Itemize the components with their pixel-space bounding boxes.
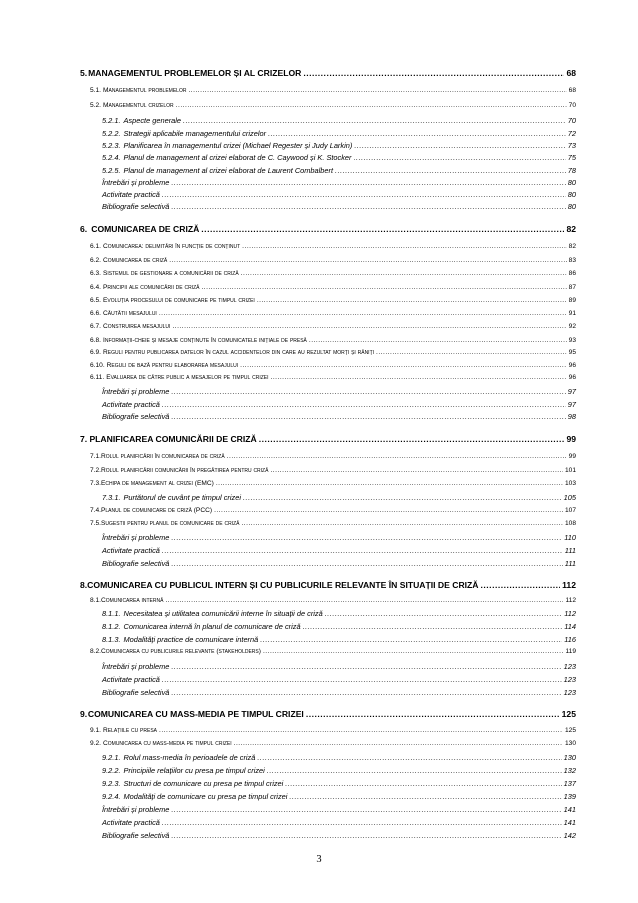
toc-entry-title: Rolul mass-media în perioadele de criză [123, 753, 256, 762]
toc-entry[interactable] [102, 129, 576, 138]
toc-entry[interactable] [90, 284, 576, 291]
toc-entry[interactable] [102, 387, 576, 396]
dot-leader [257, 753, 561, 762]
dot-leader [241, 270, 567, 277]
toc-entry[interactable] [80, 709, 576, 719]
toc-entry-title: Comunicarea internă [101, 597, 164, 604]
toc-entry-page: 101 [564, 467, 576, 474]
dot-leader [303, 622, 563, 631]
toc-entry-page: 110 [564, 533, 576, 542]
toc-entry-number: 9.2.1. [102, 753, 121, 762]
toc-entry-number: 5.2.3. [102, 141, 121, 150]
toc-entry[interactable] [80, 224, 576, 234]
dot-leader [171, 387, 565, 396]
toc-entry[interactable] [90, 87, 576, 94]
toc-entry[interactable] [102, 831, 576, 840]
toc-entry[interactable] [90, 648, 576, 655]
toc-entry[interactable] [102, 635, 576, 644]
toc-entry-number: 5.2. [90, 102, 101, 109]
toc-entry-title: Căutătii mesajului [103, 310, 157, 317]
dot-leader [159, 727, 563, 734]
dot-leader [201, 284, 566, 291]
toc-entry[interactable] [102, 622, 576, 631]
dot-leader [216, 480, 563, 487]
toc-entry-title: Activitate practică [102, 818, 160, 827]
toc-entry-page: 132 [563, 766, 576, 775]
toc-entry-number: 6.4. [90, 284, 101, 291]
toc-entry-title: Comunicarea internă în planul de comunicare de criză [123, 622, 301, 631]
dot-leader [270, 467, 563, 474]
toc-entry-page: 80 [567, 190, 576, 199]
toc-entry-number: 7.3. [90, 480, 101, 487]
toc-entry-number: 6.11. [90, 374, 105, 381]
toc-entry-number: 9.1. [90, 727, 101, 734]
toc-entry[interactable] [102, 609, 576, 618]
toc-entry-number: 7.5. [90, 520, 101, 527]
toc-entry[interactable] [102, 202, 576, 211]
toc-entry-number: 6.5. [90, 297, 101, 304]
dot-leader [481, 580, 561, 590]
toc-entry-page: 89 [568, 297, 576, 304]
toc-entry-title: PLANIFICAREA COMUNICĂRII DE CRIZĂ [89, 434, 257, 444]
toc-entry[interactable] [90, 102, 576, 109]
toc-entry-number: 5.2.2. [102, 129, 121, 138]
toc-entry-title: Sistemul de gestionare a comunicării de criză [103, 270, 239, 277]
toc-entry[interactable] [102, 688, 576, 697]
dot-leader [285, 779, 561, 788]
toc-entry-page: 139 [563, 792, 576, 801]
toc-entry-title: Informații-cheie și mesaje conținute în comunicatele inițiale de presă [103, 337, 307, 344]
dot-leader [325, 609, 562, 618]
toc-entry-page: 96 [568, 362, 576, 369]
dot-leader [376, 349, 567, 356]
dot-leader [162, 400, 566, 409]
toc-entry-number: 6.1. [90, 243, 101, 250]
toc-entry[interactable] [90, 374, 576, 381]
toc-entry-title: Rolul planificării în comunicarea de criză [101, 453, 225, 460]
toc-entry-number: 5.1. [90, 87, 101, 94]
toc-entry[interactable] [102, 493, 576, 502]
dot-leader [162, 190, 566, 199]
toc-entry-number: 5.2.4. [102, 153, 121, 162]
toc-entry-title: Principii ale comunicării de criză [103, 284, 200, 291]
toc-entry-title: Managementul problemelor [103, 87, 187, 94]
toc-entry-page: 116 [564, 635, 576, 644]
toc-entry-page: 91 [568, 310, 576, 317]
toc-entry-title: Planul de management al crizei elaborat de Laurent Combalbert [123, 166, 334, 175]
toc-entry-page: 96 [568, 374, 576, 381]
toc-entry[interactable] [102, 792, 576, 801]
toc-entry[interactable] [102, 662, 576, 671]
toc-entry-title: Aspecte generale [123, 116, 182, 125]
toc-entry-title: Reguli pentru publicarea datelor în cazul accidentelor din care au rezultat morți și răniți [103, 349, 375, 356]
toc-entry-title: Strategii aplicabile managementului crizelor [123, 129, 267, 138]
toc-entry-page: 123 [563, 662, 576, 671]
toc-entry-title: Comunicarea de criză [103, 257, 168, 264]
toc-entry[interactable] [90, 453, 576, 460]
toc-entry-title: Echipa de management al crizei (EMC) [101, 480, 214, 487]
toc-entry-title: Bibliografie selectivă [102, 831, 170, 840]
toc-entry-title: Întrebări și probleme [102, 387, 170, 396]
toc-entry-page: 83 [568, 257, 576, 264]
toc-entry-number: 6.8. [90, 337, 101, 344]
toc-entry[interactable] [80, 434, 576, 444]
toc-entry-page: 98 [567, 412, 576, 421]
dot-leader [183, 116, 566, 125]
toc-entry-title: Comunicarea cu publicurile relevante (stakeholders) [101, 648, 261, 655]
toc-entry-number: 9.2.2. [102, 766, 121, 775]
toc-entry-page: 142 [563, 831, 576, 840]
dot-leader [165, 597, 563, 604]
toc-entry-page: 111 [564, 559, 576, 568]
dot-leader [171, 412, 565, 421]
dot-leader [243, 493, 562, 502]
toc-entry-title: Modalități de comunicare cu presa pe timpul crizei [123, 792, 288, 801]
toc-entry-page: 123 [563, 688, 576, 697]
toc-entry[interactable] [102, 166, 576, 175]
toc-entry-page: 112 [564, 609, 576, 618]
toc-entry-page: 68 [566, 68, 576, 78]
toc-entry[interactable] [90, 323, 576, 330]
toc-entry-title: Purtătorul de cuvânt pe timpul crizei [123, 493, 241, 502]
toc-entry-number: 9. [80, 709, 88, 719]
toc-entry-page: 105 [563, 493, 576, 502]
toc-entry-title: Evoluția procesului de comunicare pe timpul crizei [103, 297, 255, 304]
toc-entry-title: Întrebări și probleme [102, 178, 170, 187]
dot-leader [335, 166, 566, 175]
dot-leader [268, 129, 566, 138]
toc-entry-page: 70 [568, 102, 576, 109]
toc-entry-number: 8.1.3. [102, 635, 121, 644]
toc-entry-title: Planul de management al crizei elaborat de C. Caywood și K. Stocker [123, 153, 352, 162]
toc-entry-number: 8.2. [90, 648, 101, 655]
dot-leader [162, 675, 562, 684]
toc-entry-page: 97 [567, 400, 576, 409]
dot-leader [259, 434, 565, 444]
dot-leader [162, 818, 562, 827]
toc-entry-page: 141 [563, 818, 576, 827]
dot-leader [171, 202, 565, 211]
toc-entry[interactable] [102, 190, 576, 199]
dot-leader [354, 141, 565, 150]
dot-leader [169, 257, 566, 264]
toc-entry-title: Modalități practice de comunicare internă [123, 635, 259, 644]
toc-entry-title: Activitate practică [102, 400, 160, 409]
toc-entry[interactable] [90, 310, 576, 317]
toc-entry-number: 7.3.1. [102, 493, 121, 502]
toc-entry-title: COMUNICAREA CU PUBLICUL INTERN ȘI CU PUBLICURILE RELEVANTE ÎN SITUAȚII DE CRIZĂ [87, 580, 479, 590]
toc-entry-page: 130 [564, 740, 576, 747]
toc-entry-number: 6.6. [90, 310, 101, 317]
toc-entry-number: 9.2.4. [102, 792, 121, 801]
toc-entry-page: 111 [564, 546, 576, 555]
toc-entry[interactable] [90, 507, 576, 514]
toc-entry-page: 70 [567, 116, 576, 125]
toc-entry-number: 7.1. [90, 453, 101, 460]
toc-entry-title: Întrebări și probleme [102, 662, 170, 671]
toc-entry-page: 82 [568, 243, 576, 250]
toc-entry[interactable] [80, 580, 576, 590]
toc-entry-title: Principiile relațiilor cu presa pe timpul crizei [123, 766, 265, 775]
toc-entry-page: 125 [561, 709, 576, 719]
dot-leader [171, 805, 561, 814]
dot-leader [159, 310, 567, 317]
toc-entry-title: COMUNICAREA DE CRIZĂ [91, 224, 200, 234]
page-number: 3 [316, 854, 322, 865]
toc-entry[interactable] [102, 153, 576, 162]
toc-entry-page: 119 [565, 648, 576, 655]
dot-leader [260, 635, 562, 644]
toc-entry-number: 6.3. [90, 270, 101, 277]
toc-entry-title: Sugestii pentru planul de comunicare de criză [101, 520, 240, 527]
dot-leader [188, 87, 566, 94]
toc-entry-title: Evaluarea de către public a mesajelor pe timpul crizei [106, 374, 269, 381]
toc-entry-page: 93 [568, 337, 576, 344]
toc-entry-title: Comunicarea cu mass-media pe timpul crizei [103, 740, 232, 747]
dot-leader [214, 507, 563, 514]
toc-entry[interactable] [90, 480, 576, 487]
toc-entry-page: 108 [564, 520, 576, 527]
toc-entry-title: Structuri de comunicare cu presa pe timpul crizei [123, 779, 284, 788]
toc-entry-page: 125 [564, 727, 576, 734]
toc-entry-title: Întrebări și probleme [102, 805, 170, 814]
toc-entry[interactable] [102, 400, 576, 409]
toc-entry[interactable] [102, 141, 576, 150]
toc-entry-title: Bibliografie selectivă [102, 202, 170, 211]
toc-entry[interactable] [102, 766, 576, 775]
toc-entry-title: Activitate practică [102, 675, 160, 684]
dot-leader [257, 297, 567, 304]
dot-leader [227, 453, 567, 460]
toc-entry-title: Reguli de bază pentru elaborarea mesajului [106, 362, 239, 369]
toc-entry-page: 97 [567, 387, 576, 396]
toc-entry-page: 95 [568, 349, 576, 356]
toc-entry-title: Relațiile cu presa [103, 727, 157, 734]
toc-entry-title: Activitate practică [102, 546, 160, 555]
toc-entry-number: 6. [80, 224, 88, 234]
toc-entry-page: 72 [567, 129, 576, 138]
toc-entry[interactable] [90, 520, 576, 527]
toc-entry-page: 73 [567, 141, 576, 150]
toc-entry-number: 8.1.2. [102, 622, 121, 631]
toc-entry[interactable] [102, 178, 576, 187]
toc-entry-number: 5. [80, 68, 88, 78]
toc-entry-title: Necesitatea și utilitatea comunicării interne în situații de criză [123, 609, 323, 618]
toc-entry-page: 86 [568, 270, 576, 277]
dot-leader [171, 559, 562, 568]
toc-entry-title: Bibliografie selectivă [102, 559, 170, 568]
toc-entry-page: 112 [565, 597, 576, 604]
toc-entry-number: 8.1.1. [102, 609, 121, 618]
dot-leader [162, 546, 563, 555]
toc-entry[interactable] [90, 349, 576, 356]
toc-entry[interactable] [90, 740, 576, 747]
dot-leader [241, 520, 563, 527]
toc-entry-title: Activitate practică [102, 190, 160, 199]
toc-entry[interactable] [80, 68, 576, 78]
toc-entry-page: 112 [562, 580, 576, 590]
toc-entry[interactable] [102, 533, 576, 542]
toc-entry-page: 78 [567, 166, 576, 175]
toc-entry-title: Bibliografie selectivă [102, 688, 170, 697]
toc-entry[interactable] [102, 753, 576, 762]
dot-leader [172, 323, 566, 330]
toc-entry-page: 68 [568, 87, 576, 94]
toc-entry-page: 75 [567, 153, 576, 162]
toc-entry-page: 107 [564, 507, 576, 514]
dot-leader [171, 831, 561, 840]
dot-leader [306, 709, 560, 719]
toc-entry-number: 6.2. [90, 257, 101, 264]
toc-entry-title: Construirea mesajului [103, 323, 171, 330]
toc-entry[interactable] [102, 546, 576, 555]
toc-entry[interactable] [90, 362, 576, 369]
toc-entry-page: 123 [563, 675, 576, 684]
dot-leader [267, 766, 562, 775]
toc-entry-number: 8.1. [90, 597, 101, 604]
toc-entry-number: 7.4. [90, 507, 101, 514]
toc-entry-number: 9.2. [90, 740, 101, 747]
toc-entry[interactable] [90, 597, 576, 604]
dot-leader [309, 337, 567, 344]
toc-entry-page: 103 [564, 480, 576, 487]
toc-entry-title: Planificarea în managementul crizei (Michael Regester și Judy Larkin) [123, 141, 353, 150]
dot-leader [171, 662, 561, 671]
toc-entry[interactable] [90, 270, 576, 277]
toc-entry-number: 6.9. [90, 349, 101, 356]
toc-entry-page: 92 [568, 323, 576, 330]
toc-entry-page: 114 [564, 622, 576, 631]
toc-entry-number: 6.10. [90, 362, 105, 369]
toc-entry-page: 82 [566, 224, 576, 234]
toc-entry-number: 7. [80, 434, 88, 444]
dot-leader [171, 688, 561, 697]
toc-entry-number: 7.2. [90, 467, 101, 474]
toc-entry[interactable] [102, 116, 576, 125]
toc-entry-page: 99 [568, 453, 576, 460]
dot-leader [171, 178, 565, 187]
toc-entry-page: 87 [568, 284, 576, 291]
toc-entry-title: Planul de comunicare de criză (PCC) [101, 507, 213, 514]
toc-entry-page: 137 [563, 779, 576, 788]
toc-entry[interactable] [90, 727, 576, 734]
toc-entry-title: MANAGEMENTUL PROBLEMELOR ȘI AL CRIZELOR [88, 68, 302, 78]
dot-leader [171, 533, 562, 542]
dot-leader [176, 102, 567, 109]
toc-entry[interactable] [102, 779, 576, 788]
toc-entry[interactable] [90, 297, 576, 304]
dot-leader [240, 362, 567, 369]
dot-leader [354, 153, 566, 162]
toc-entry-page: 80 [567, 178, 576, 187]
toc-entry[interactable] [90, 257, 576, 264]
toc-entry[interactable] [90, 337, 576, 344]
toc-entry[interactable] [90, 243, 576, 250]
dot-leader [242, 243, 567, 250]
dot-leader [234, 740, 563, 747]
toc-entry-number: 5.2.1. [102, 116, 121, 125]
dot-leader [289, 792, 561, 801]
toc-entry-title: Bibliografie selectivă [102, 412, 170, 421]
toc-entry[interactable] [102, 675, 576, 684]
toc-entry-number: 6.7. [90, 323, 101, 330]
dot-leader [271, 374, 567, 381]
toc-entry-title: Managementul crizelor [103, 102, 174, 109]
toc-entry[interactable] [102, 805, 576, 814]
toc-entry-title: Comunicarea: delimitări în funcție de conținut [103, 243, 241, 250]
dot-leader [303, 68, 564, 78]
toc-entry[interactable] [90, 467, 576, 474]
toc-entry-page: 99 [566, 434, 576, 444]
toc-entry-page: 80 [567, 202, 576, 211]
toc-entry[interactable] [102, 559, 576, 568]
toc-entry-title: Rolul planificării comunicării în pregătirea pentru criză [101, 467, 269, 474]
toc-entry-page: 141 [563, 805, 576, 814]
dot-leader [263, 648, 564, 655]
toc-entry-title: COMUNICAREA CU MASS-MEDIA PE TIMPUL CRIZEI [87, 709, 304, 719]
toc-entry-title: Întrebări și probleme [102, 533, 170, 542]
toc-entry-number: 8. [80, 580, 88, 590]
toc-entry-number: 5.2.5. [102, 166, 121, 175]
dot-leader [201, 224, 564, 234]
toc-entry[interactable] [102, 818, 576, 827]
toc-entry-number: 9.2.3. [102, 779, 121, 788]
toc-entry-page: 130 [563, 753, 576, 762]
toc-entry[interactable] [102, 412, 576, 421]
